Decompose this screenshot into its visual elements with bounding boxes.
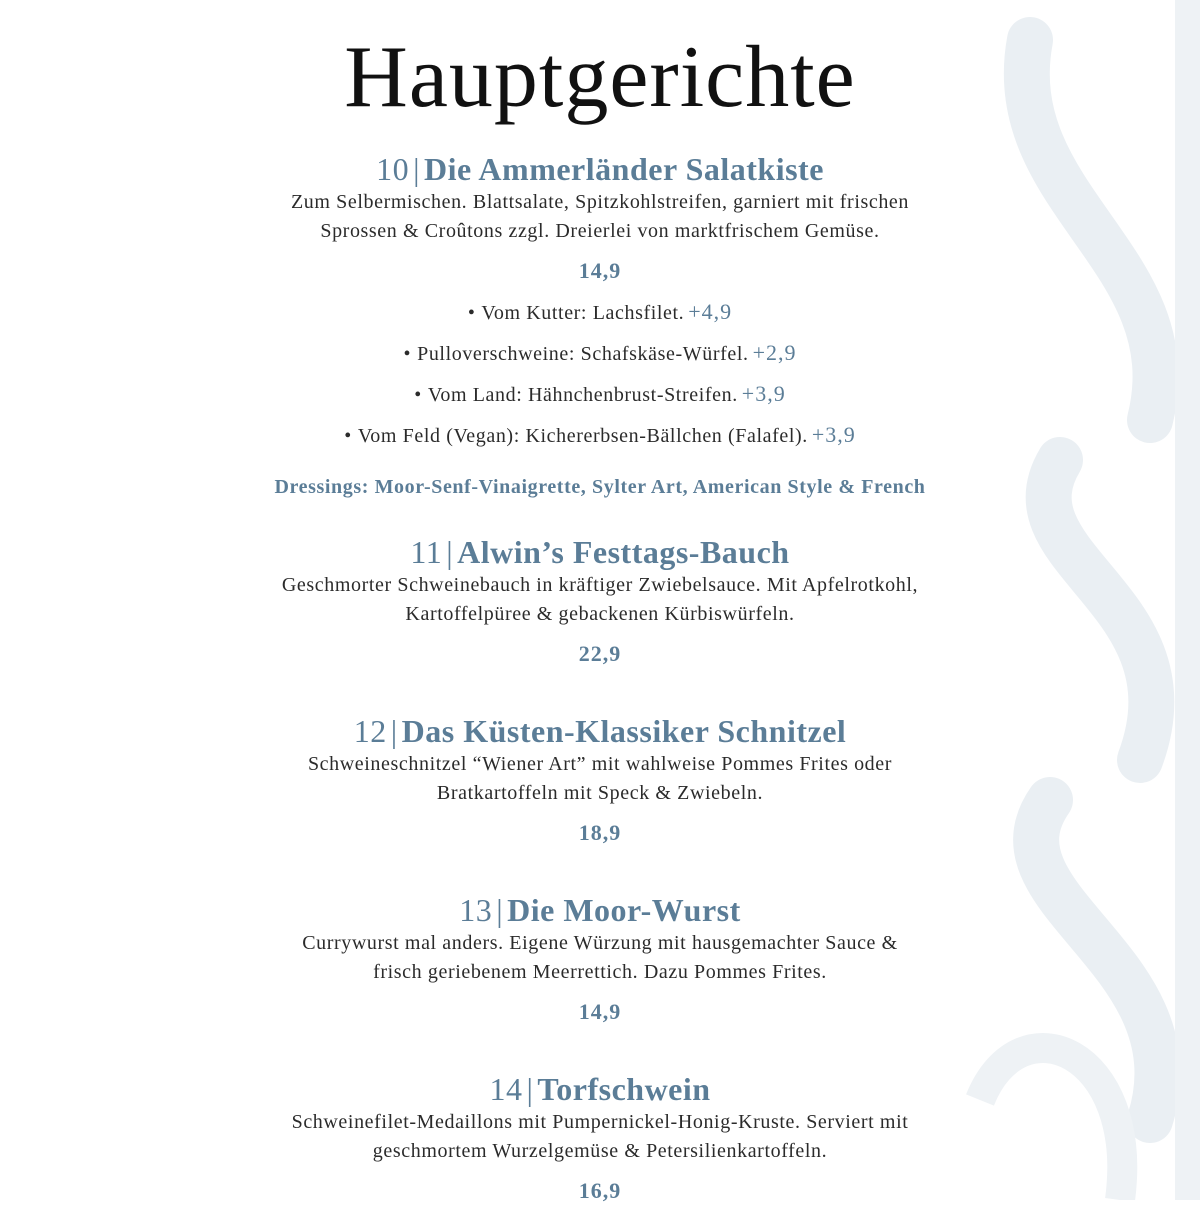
dish-number: 10 <box>376 151 410 187</box>
dish-name: Torfschwein <box>537 1071 711 1107</box>
dish-title <box>0 535 1200 569</box>
addon-price: +4,9 <box>688 299 733 324</box>
addon-item <box>0 333 1200 374</box>
dish-14 <box>0 1072 1200 1206</box>
description-line: Schweinefilet-Medaillons mit Pumpernickel-Honig-Kruste. Serviert mit <box>291 1111 909 1133</box>
dish-number: 13 <box>459 892 493 928</box>
addon-text: Pulloverschweine: Schafskäse-Würfel. <box>417 343 749 365</box>
dish-price: 14,9 <box>578 999 622 1024</box>
addon-text: Vom Land: Hähnchenbrust-Streifen. <box>427 384 738 406</box>
description-line: Zum Selbermischen. Blattsalate, Spitzkohlstreifen, garniert mit frischen <box>290 191 910 213</box>
page-title: Hauptgerichte <box>344 29 856 126</box>
dish-title <box>0 1072 1200 1106</box>
addon-price: +3,9 <box>811 422 856 447</box>
description-line: Sprossen & Croûtons zzgl. Dreierlei von marktfrischem Gemüse. <box>320 220 880 242</box>
dish-separator: | <box>446 534 454 570</box>
description-line: Geschmorter Schweinebauch in kräftiger Zwiebelsauce. Mit Apfelrotkohl, <box>281 574 919 596</box>
dish-description <box>0 188 1200 246</box>
bullet: • <box>403 343 412 365</box>
bullet: • <box>344 425 352 447</box>
dish-12 <box>0 714 1200 848</box>
dish-name: Alwin’s Festtags-Bauch <box>457 534 790 570</box>
dish-name: Die Ammerländer Salatkiste <box>423 151 824 187</box>
addon-price: +2,9 <box>752 340 797 365</box>
dish-number: 14 <box>489 1071 523 1107</box>
dish-10 <box>0 152 1200 502</box>
addon-text: Vom Kutter: Lachsfilet. <box>481 302 685 324</box>
addon-list <box>0 292 1200 456</box>
bullet: • <box>467 302 476 324</box>
addon-price: +3,9 <box>741 381 786 406</box>
dressings-line: Dressings: Moor-Senf-Vinaigrette, Sylter Art, American Style & French <box>274 476 926 498</box>
dish-price: 22,9 <box>578 641 622 666</box>
dish-separator: | <box>526 1071 534 1107</box>
bullet: • <box>414 384 422 406</box>
addon-text: Vom Feld (Vegan): Kichererbsen-Bällchen (Falafel). <box>357 425 808 447</box>
dish-separator: | <box>413 151 420 187</box>
dish-description <box>0 750 1200 808</box>
dish-separator: | <box>390 713 398 749</box>
dish-description <box>0 929 1200 987</box>
dish-description <box>0 1108 1200 1166</box>
dish-title <box>0 893 1200 927</box>
addon-item <box>0 292 1200 333</box>
addon-item <box>0 415 1200 456</box>
description-line: Bratkartoffeln mit Speck & Zwiebeln. <box>436 782 764 804</box>
dish-separator: | <box>496 892 504 928</box>
dish-name: Das Küsten-Klassiker Schnitzel <box>401 713 847 749</box>
dish-price: 14,9 <box>578 258 622 283</box>
description-line: geschmortem Wurzelgemüse & Petersilienkartoffeln. <box>372 1140 828 1162</box>
description-line: Schweineschnitzel “Wiener Art” mit wahlweise Pommes Frites oder <box>307 753 893 775</box>
dish-description <box>0 571 1200 629</box>
dish-13 <box>0 893 1200 1027</box>
dish-name: Die Moor-Wurst <box>507 892 741 928</box>
dish-title <box>0 714 1200 748</box>
dish-price: 18,9 <box>578 820 622 845</box>
dish-title <box>0 152 1200 186</box>
dish-11 <box>0 535 1200 669</box>
dish-price: 16,9 <box>578 1178 622 1203</box>
description-line: Kartoffelpüree & gebackenen Kürbiswürfeln. <box>405 603 795 625</box>
dish-number: 11 <box>410 534 443 570</box>
description-line: frisch geriebenem Meerrettich. Dazu Pommes Frites. <box>373 961 827 983</box>
description-line: Currywurst mal anders. Eigene Würzung mit hausgemachter Sauce & <box>302 932 898 954</box>
addon-item <box>0 374 1200 415</box>
dish-number: 12 <box>353 713 387 749</box>
